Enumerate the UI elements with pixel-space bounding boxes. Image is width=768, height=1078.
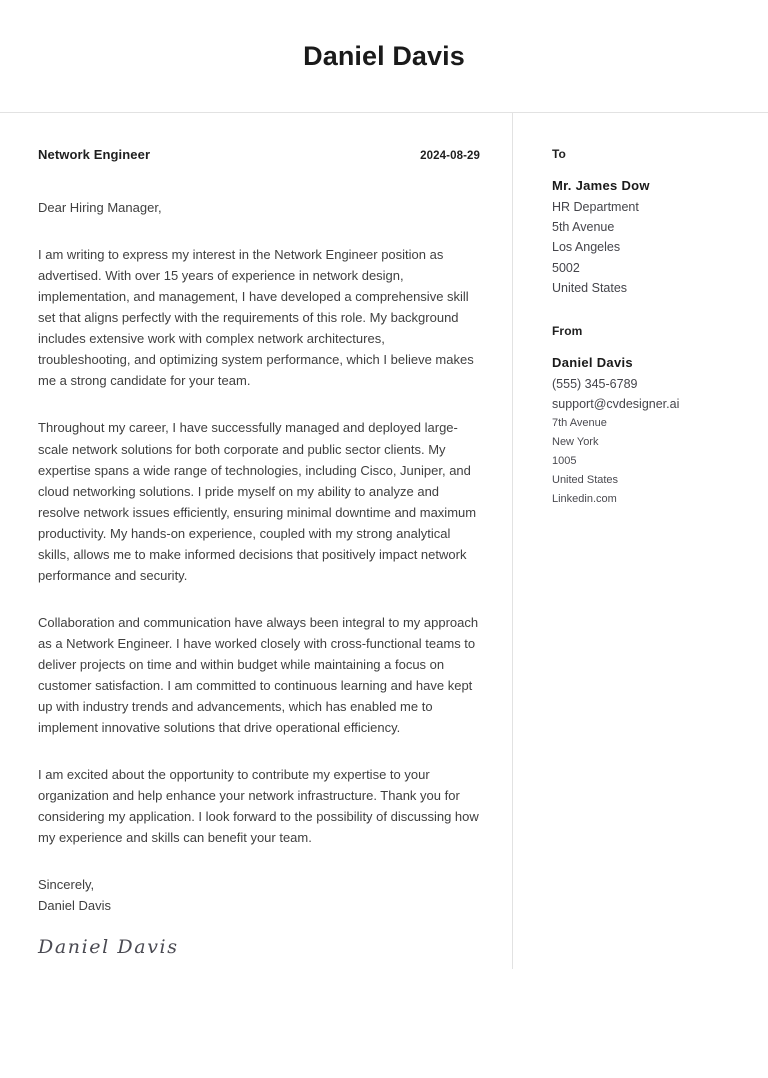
address-column bbox=[513, 147, 768, 535]
recipient-block bbox=[552, 147, 748, 298]
sender-heading: From bbox=[552, 324, 583, 339]
letter-column bbox=[0, 147, 512, 958]
recipient-line: United States bbox=[552, 280, 628, 295]
recipient-line: 5002 bbox=[552, 260, 580, 275]
recipient-heading: To bbox=[552, 147, 566, 161]
sender-phone: (555) 345-6789 bbox=[552, 376, 638, 391]
sender-name: Daniel Davis bbox=[552, 355, 633, 371]
salutation: Dear Hiring Manager, bbox=[38, 200, 162, 215]
letter-paragraph: Throughout my career, I have successfully managed and deployed large-scale network solutions for both corporate and public sector clients. My expertise spans a wide range of technologies, including Cisco, Juniper, and cloud networking solutions. I pride myself on my ability to analyze and resolve network issues efficiently, ensuring minimal downtime and maximum productivity. My hands-on experience, coupled with my strong analytical skills, allows me to make informed decisions that positively impact network performance and security. bbox=[38, 420, 477, 583]
letter-paragraph: I am writing to express my interest in the Network Engineer position as advertised. With over 15 years of experience in network design, implementation, and management, I have developed a comprehensive skill set that aligns perfectly with the requirements of this role. My background includes extensive work with complex network architectures, troubleshooting, and optimizing system performance, which I believe makes me a strong candidate for your team. bbox=[38, 247, 474, 389]
document-body bbox=[0, 113, 768, 969]
recipient-name: Mr. James Dow bbox=[552, 178, 650, 193]
letter-date: 2024-08-29 bbox=[420, 150, 480, 162]
document-header bbox=[0, 0, 768, 113]
sender-line: United States bbox=[552, 474, 619, 487]
job-title: Network Engineer bbox=[38, 147, 151, 162]
sender-line: 7th Avenue bbox=[552, 417, 607, 430]
signature: Daniel Davis bbox=[38, 936, 179, 959]
recipient-line: HR Department bbox=[552, 199, 639, 214]
letter-paragraph: Collaboration and communication have always been integral to my approach as a Network Engineer. I have worked closely with cross-functional teams to deliver projects on time and within budget while maintaining a focus on customer satisfaction. I am committed to continuous learning and have kept up with industry trends and advancements, which has enabled me to implement innovative solutions that drive operational efficiency. bbox=[38, 614, 479, 736]
sender-line: 1005 bbox=[552, 455, 577, 468]
page-title: Daniel Davis bbox=[303, 40, 465, 71]
recipient-line: 5th Avenue bbox=[552, 220, 615, 235]
sender-email: support@cvdesigner.ai bbox=[552, 397, 680, 412]
letter-closing bbox=[38, 874, 480, 916]
closing-salutation: Sincerely, bbox=[38, 877, 95, 893]
closing-name: Daniel Davis bbox=[38, 898, 111, 914]
sender-line: New York bbox=[552, 436, 599, 449]
sender-linkedin: Linkedin.com bbox=[552, 492, 617, 505]
sender-block bbox=[552, 324, 748, 509]
letter-meta-row bbox=[38, 147, 480, 162]
letter-paragraph: I am excited about the opportunity to contribute my expertise to your organization and help enhance your network infrastructure. Thank you for considering my application. I look forward to the possibility of discussing how my experience and skills can benefit your team. bbox=[38, 767, 479, 846]
recipient-line: Los Angeles bbox=[552, 240, 621, 255]
